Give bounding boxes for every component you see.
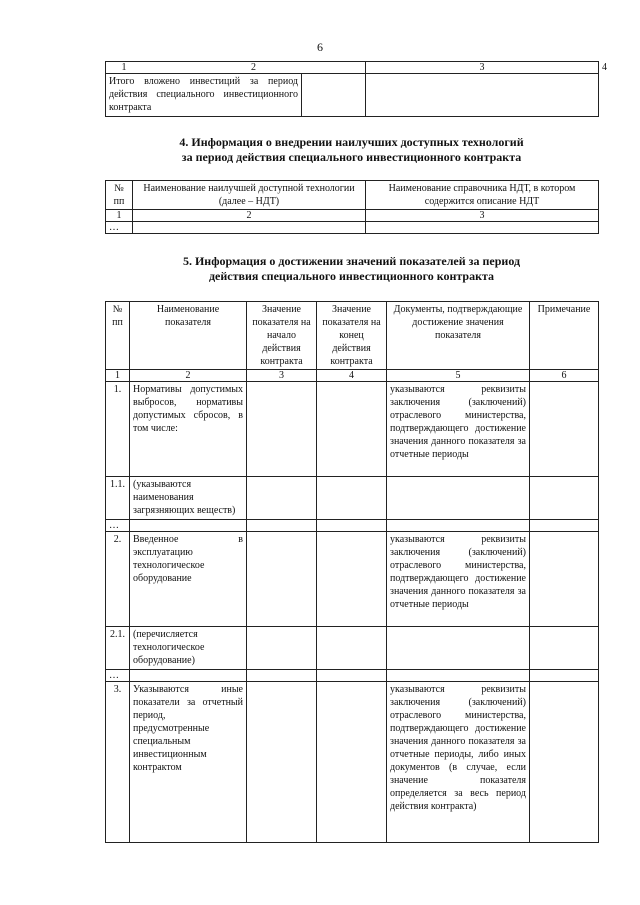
header-ndt-reference: Наименование справочника НДТ, в котором содержится описание НДТ	[366, 181, 599, 210]
indicator-name: (указываются наименования загрязняющих веществ)	[130, 477, 247, 520]
col-number: 4	[317, 370, 387, 382]
column-numbers-row: 1 2 3 4	[106, 62, 599, 74]
indicator-name: Введенное в эксплуатацию технологическое оборудование	[130, 532, 247, 627]
ellipsis: …	[106, 670, 130, 682]
heading-line: действия специального инвестиционного контракта	[208, 269, 495, 283]
section-5-heading	[105, 254, 598, 284]
row-num: 1.1.	[106, 477, 130, 520]
investment-table	[105, 61, 607, 117]
col-number: 6	[530, 370, 599, 382]
ellipsis: …	[106, 520, 130, 532]
indicator-name: Указываются иные показатели за отчетный период, предусмотренные специальным инвестиционным контрактом	[130, 682, 247, 843]
header-documents: Документы, подтверждающие достижение значения показателя	[387, 302, 530, 370]
confirming-documents	[387, 477, 530, 520]
confirming-documents: указываются реквизиты заключения (заключений) отраслевого министерства, подтверждающего достижение значения данного показателя за отчетные периоды, либо иных документов (в случае, если значение показателя определяется за весь период действия контракта)	[387, 682, 530, 843]
col-number: 5	[387, 370, 530, 382]
col-number: 3	[366, 210, 599, 222]
table-row	[106, 222, 599, 234]
header-num: № пп	[106, 181, 133, 210]
section-4-heading	[105, 135, 598, 165]
header-row	[106, 302, 599, 370]
confirming-documents: указываются реквизиты заключения (заключений) отраслевого министерства, подтверждающего достижение значения данного показателя за отчетные периоды	[387, 382, 530, 477]
column-numbers-row	[106, 210, 599, 222]
confirming-documents: указываются реквизиты заключения (заключений) отраслевого министерства, подтверждающего достижение значения данного показателя за отчетные периоды	[387, 532, 530, 627]
confirming-documents	[387, 627, 530, 670]
page-number: 6	[317, 40, 323, 54]
header-row	[106, 181, 599, 210]
col-number: 1	[106, 370, 130, 382]
row-num: 2.1.	[106, 627, 130, 670]
table-cell	[302, 74, 366, 117]
table-row	[106, 477, 599, 520]
col-number: 2	[133, 210, 366, 222]
row-num: 2.	[106, 532, 130, 627]
ellipsis: …	[106, 222, 133, 234]
heading-line: 5. Информация о достижении значений показателей за период	[182, 254, 521, 268]
header-ndt-name: Наименование наилучшей доступной технологии (далее – НДТ)	[133, 181, 366, 210]
header-start-value: Значение показателя на начало действия контракта	[247, 302, 317, 370]
table-row	[106, 670, 599, 682]
heading-line: 4. Информация о внедрении наилучших доступных технологий	[179, 135, 524, 149]
total-investments-label: Итого вложено инвестиций за период действия специального инвестиционного контракта	[106, 74, 302, 117]
col-number: 2	[130, 370, 247, 382]
header-indicator-name: Наименование показателя	[130, 302, 247, 370]
header-end-value: Значение показателя на конец действия контракта	[317, 302, 387, 370]
indicators-table	[105, 301, 599, 843]
table-row	[106, 532, 599, 627]
ndt-table	[105, 180, 599, 234]
col-number: 1	[106, 210, 133, 222]
col-number: 3	[247, 370, 317, 382]
col-number: 1	[121, 62, 127, 73]
table-row	[106, 682, 599, 843]
column-numbers-row	[106, 370, 599, 382]
table-row	[106, 520, 599, 532]
row-num: 3.	[106, 682, 130, 843]
table-row	[106, 627, 599, 670]
table-row	[106, 74, 599, 117]
table-row	[106, 382, 599, 477]
table-cell	[366, 74, 599, 117]
row-num: 1.	[106, 382, 130, 477]
indicator-name: (перечисляется технологическое оборудование)	[130, 627, 247, 670]
col-number: 2	[251, 62, 256, 73]
indicator-name: Нормативы допустимых выбросов, нормативы допустимых сбросов, в том числе:	[130, 382, 247, 477]
heading-line: за период действия специального инвестиционного контракта	[181, 150, 522, 164]
header-num: № пп	[106, 302, 130, 370]
header-note: Примечание	[530, 302, 599, 370]
col-number: 3	[366, 62, 599, 74]
